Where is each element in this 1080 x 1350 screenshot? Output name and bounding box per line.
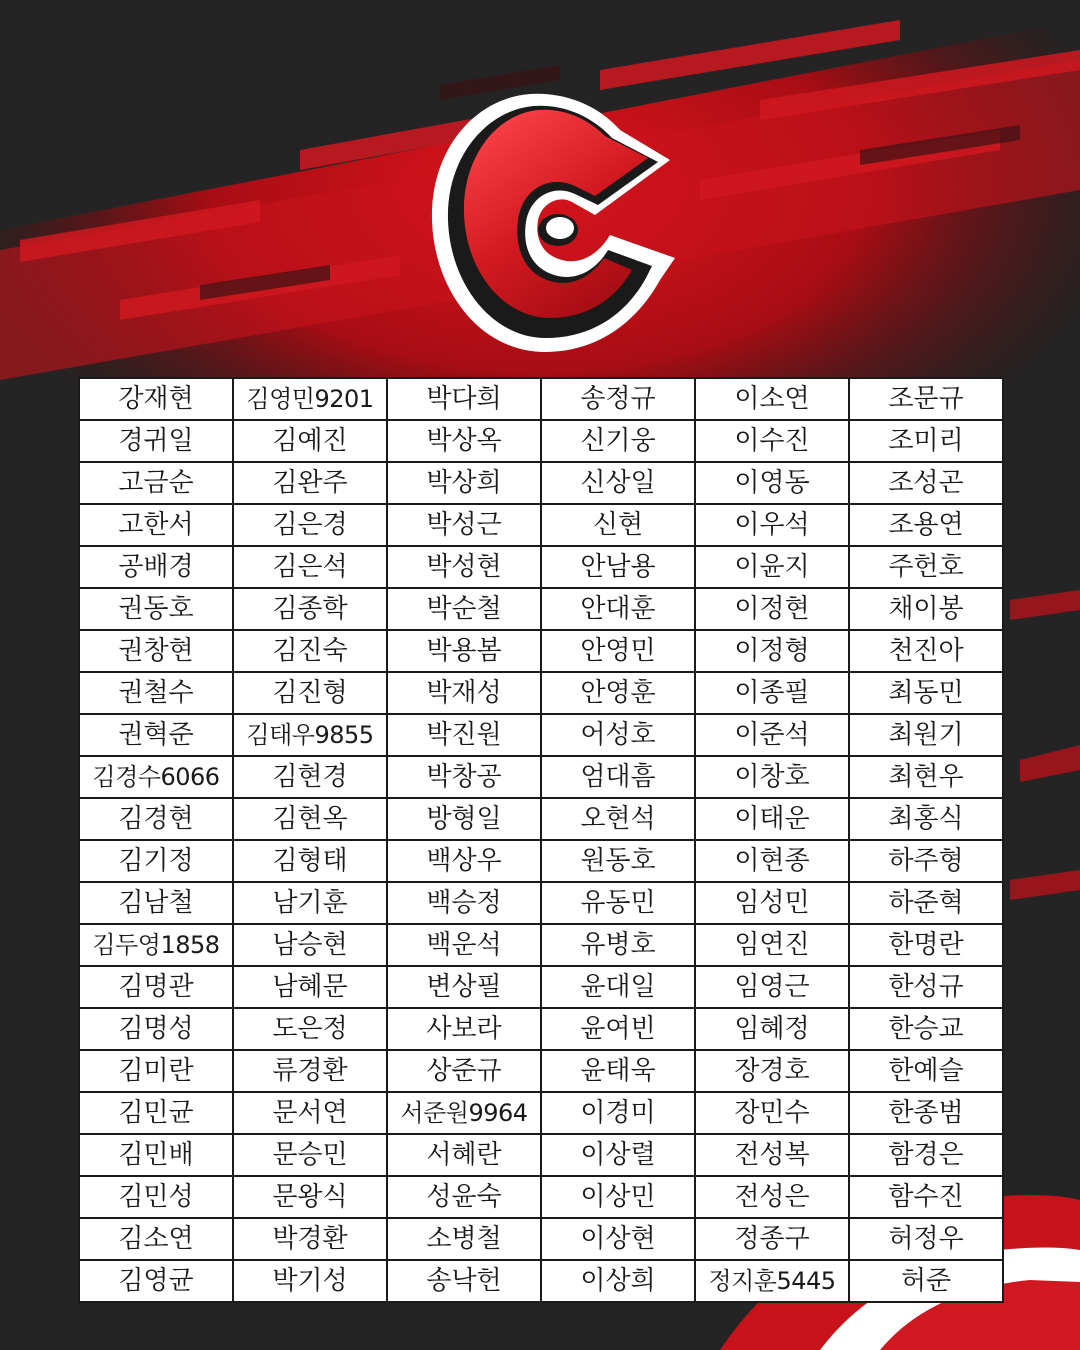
name-cell: 김민성	[79, 1176, 233, 1218]
name-cell: 함수진	[849, 1176, 1003, 1218]
name-cell: 김영민9201	[233, 378, 387, 420]
name-cell: 김진형	[233, 672, 387, 714]
name-cell: 이종필	[695, 672, 849, 714]
name-cell: 이우석	[695, 504, 849, 546]
name-cell: 고한서	[79, 504, 233, 546]
name-cell: 이상희	[541, 1260, 695, 1302]
table-row	[79, 378, 1003, 420]
name-cell: 김명성	[79, 1008, 233, 1050]
table-row	[79, 462, 1003, 504]
name-cell: 김은석	[233, 546, 387, 588]
name-cell: 이태운	[695, 798, 849, 840]
name-cell: 권혁준	[79, 714, 233, 756]
name-cell: 박기성	[233, 1260, 387, 1302]
table-row	[79, 504, 1003, 546]
name-cell: 정지훈5445	[695, 1260, 849, 1302]
table-row	[79, 1176, 1003, 1218]
name-cell: 이정형	[695, 630, 849, 672]
name-roster-table	[78, 377, 1004, 1303]
table-row	[79, 1218, 1003, 1260]
table-row	[79, 1008, 1003, 1050]
name-cell: 김기정	[79, 840, 233, 882]
name-cell: 오현석	[541, 798, 695, 840]
name-cell: 이수진	[695, 420, 849, 462]
name-cell: 김남철	[79, 882, 233, 924]
name-cell: 김경수6066	[79, 756, 233, 798]
name-cell: 문왕식	[233, 1176, 387, 1218]
name-cell: 권창현	[79, 630, 233, 672]
name-cell: 박재성	[387, 672, 541, 714]
name-cell: 박진원	[387, 714, 541, 756]
name-cell: 최원기	[849, 714, 1003, 756]
name-cell: 변상필	[387, 966, 541, 1008]
name-cell: 안영민	[541, 630, 695, 672]
name-cell: 백운석	[387, 924, 541, 966]
name-cell: 김종학	[233, 588, 387, 630]
name-cell: 권철수	[79, 672, 233, 714]
name-cell: 이영동	[695, 462, 849, 504]
name-cell: 한명란	[849, 924, 1003, 966]
name-cell: 정종구	[695, 1218, 849, 1260]
name-cell: 박경환	[233, 1218, 387, 1260]
name-cell: 신현	[541, 504, 695, 546]
table-row	[79, 840, 1003, 882]
name-cell: 김경현	[79, 798, 233, 840]
name-cell: 임영근	[695, 966, 849, 1008]
name-cell: 김민균	[79, 1092, 233, 1134]
table-row	[79, 798, 1003, 840]
name-cell: 김민배	[79, 1134, 233, 1176]
table-row	[79, 546, 1003, 588]
name-cell: 한예슬	[849, 1050, 1003, 1092]
name-cell: 문서연	[233, 1092, 387, 1134]
name-cell: 박다희	[387, 378, 541, 420]
roster-body	[79, 378, 1003, 1302]
name-cell: 안남용	[541, 546, 695, 588]
name-cell: 이경미	[541, 1092, 695, 1134]
name-cell: 한성규	[849, 966, 1003, 1008]
name-cell: 최홍식	[849, 798, 1003, 840]
name-cell: 김완주	[233, 462, 387, 504]
name-cell: 송정규	[541, 378, 695, 420]
name-cell: 주헌호	[849, 546, 1003, 588]
name-cell: 남혜문	[233, 966, 387, 1008]
name-cell: 서혜란	[387, 1134, 541, 1176]
name-cell: 고금순	[79, 462, 233, 504]
name-cell: 채이봉	[849, 588, 1003, 630]
name-cell: 김두영1858	[79, 924, 233, 966]
table-row	[79, 882, 1003, 924]
name-cell: 박상희	[387, 462, 541, 504]
name-cell: 임연진	[695, 924, 849, 966]
name-cell: 허준	[849, 1260, 1003, 1302]
name-cell: 전성복	[695, 1134, 849, 1176]
table-row	[79, 1092, 1003, 1134]
name-cell: 신상일	[541, 462, 695, 504]
name-cell: 한종범	[849, 1092, 1003, 1134]
table-row	[79, 714, 1003, 756]
name-cell: 원동호	[541, 840, 695, 882]
name-cell: 어성호	[541, 714, 695, 756]
name-cell: 윤대일	[541, 966, 695, 1008]
name-cell: 송낙헌	[387, 1260, 541, 1302]
table-row	[79, 672, 1003, 714]
name-cell: 김진숙	[233, 630, 387, 672]
name-cell: 공배경	[79, 546, 233, 588]
name-cell: 하준혁	[849, 882, 1003, 924]
name-cell: 박상옥	[387, 420, 541, 462]
name-cell: 유동민	[541, 882, 695, 924]
table-row	[79, 1050, 1003, 1092]
name-cell: 이상렬	[541, 1134, 695, 1176]
name-cell: 이상현	[541, 1218, 695, 1260]
name-cell: 문승민	[233, 1134, 387, 1176]
name-cell: 김소연	[79, 1218, 233, 1260]
name-cell: 임혜정	[695, 1008, 849, 1050]
name-cell: 사보라	[387, 1008, 541, 1050]
name-cell: 윤태욱	[541, 1050, 695, 1092]
c-letter-logo	[420, 90, 680, 360]
table-row	[79, 420, 1003, 462]
name-cell: 류경환	[233, 1050, 387, 1092]
name-cell: 조문규	[849, 378, 1003, 420]
name-cell: 남기훈	[233, 882, 387, 924]
name-cell: 함경은	[849, 1134, 1003, 1176]
name-cell: 임성민	[695, 882, 849, 924]
name-cell: 김예진	[233, 420, 387, 462]
name-cell: 이상민	[541, 1176, 695, 1218]
name-cell: 조성곤	[849, 462, 1003, 504]
name-cell: 장민수	[695, 1092, 849, 1134]
table-row	[79, 1260, 1003, 1302]
name-cell: 신기웅	[541, 420, 695, 462]
name-cell: 조미리	[849, 420, 1003, 462]
name-cell: 김영균	[79, 1260, 233, 1302]
name-cell: 하주형	[849, 840, 1003, 882]
name-cell: 유병호	[541, 924, 695, 966]
name-cell: 이소연	[695, 378, 849, 420]
name-cell: 성윤숙	[387, 1176, 541, 1218]
name-cell: 박성현	[387, 546, 541, 588]
table-row	[79, 966, 1003, 1008]
name-cell: 안대훈	[541, 588, 695, 630]
name-cell: 김은경	[233, 504, 387, 546]
name-cell: 권동호	[79, 588, 233, 630]
name-cell: 최동민	[849, 672, 1003, 714]
name-cell: 박용봄	[387, 630, 541, 672]
table-row	[79, 1134, 1003, 1176]
name-cell: 도은정	[233, 1008, 387, 1050]
name-cell: 경귀일	[79, 420, 233, 462]
name-cell: 박창공	[387, 756, 541, 798]
name-cell: 백승정	[387, 882, 541, 924]
name-cell: 박순철	[387, 588, 541, 630]
name-cell: 강재현	[79, 378, 233, 420]
name-cell: 안영훈	[541, 672, 695, 714]
name-cell: 장경호	[695, 1050, 849, 1092]
name-cell: 서준원9964	[387, 1092, 541, 1134]
name-cell: 조용연	[849, 504, 1003, 546]
name-cell: 남승현	[233, 924, 387, 966]
name-cell: 한승교	[849, 1008, 1003, 1050]
name-cell: 소병철	[387, 1218, 541, 1260]
name-cell: 박성근	[387, 504, 541, 546]
name-cell: 김현옥	[233, 798, 387, 840]
name-cell: 김태우9855	[233, 714, 387, 756]
table-row	[79, 924, 1003, 966]
name-cell: 이정현	[695, 588, 849, 630]
name-cell: 김미란	[79, 1050, 233, 1092]
name-cell: 이준석	[695, 714, 849, 756]
name-cell: 방형일	[387, 798, 541, 840]
table-row	[79, 630, 1003, 672]
name-cell: 천진아	[849, 630, 1003, 672]
name-cell: 이창호	[695, 756, 849, 798]
name-cell: 김명관	[79, 966, 233, 1008]
name-cell: 김현경	[233, 756, 387, 798]
name-cell: 이현종	[695, 840, 849, 882]
name-cell: 최현우	[849, 756, 1003, 798]
name-cell: 엄대흠	[541, 756, 695, 798]
name-cell: 상준규	[387, 1050, 541, 1092]
name-cell: 윤여빈	[541, 1008, 695, 1050]
name-cell: 허정우	[849, 1218, 1003, 1260]
name-cell: 이윤지	[695, 546, 849, 588]
name-cell: 김형태	[233, 840, 387, 882]
name-cell: 백상우	[387, 840, 541, 882]
table-row	[79, 588, 1003, 630]
name-cell: 전성은	[695, 1176, 849, 1218]
table-row	[79, 756, 1003, 798]
